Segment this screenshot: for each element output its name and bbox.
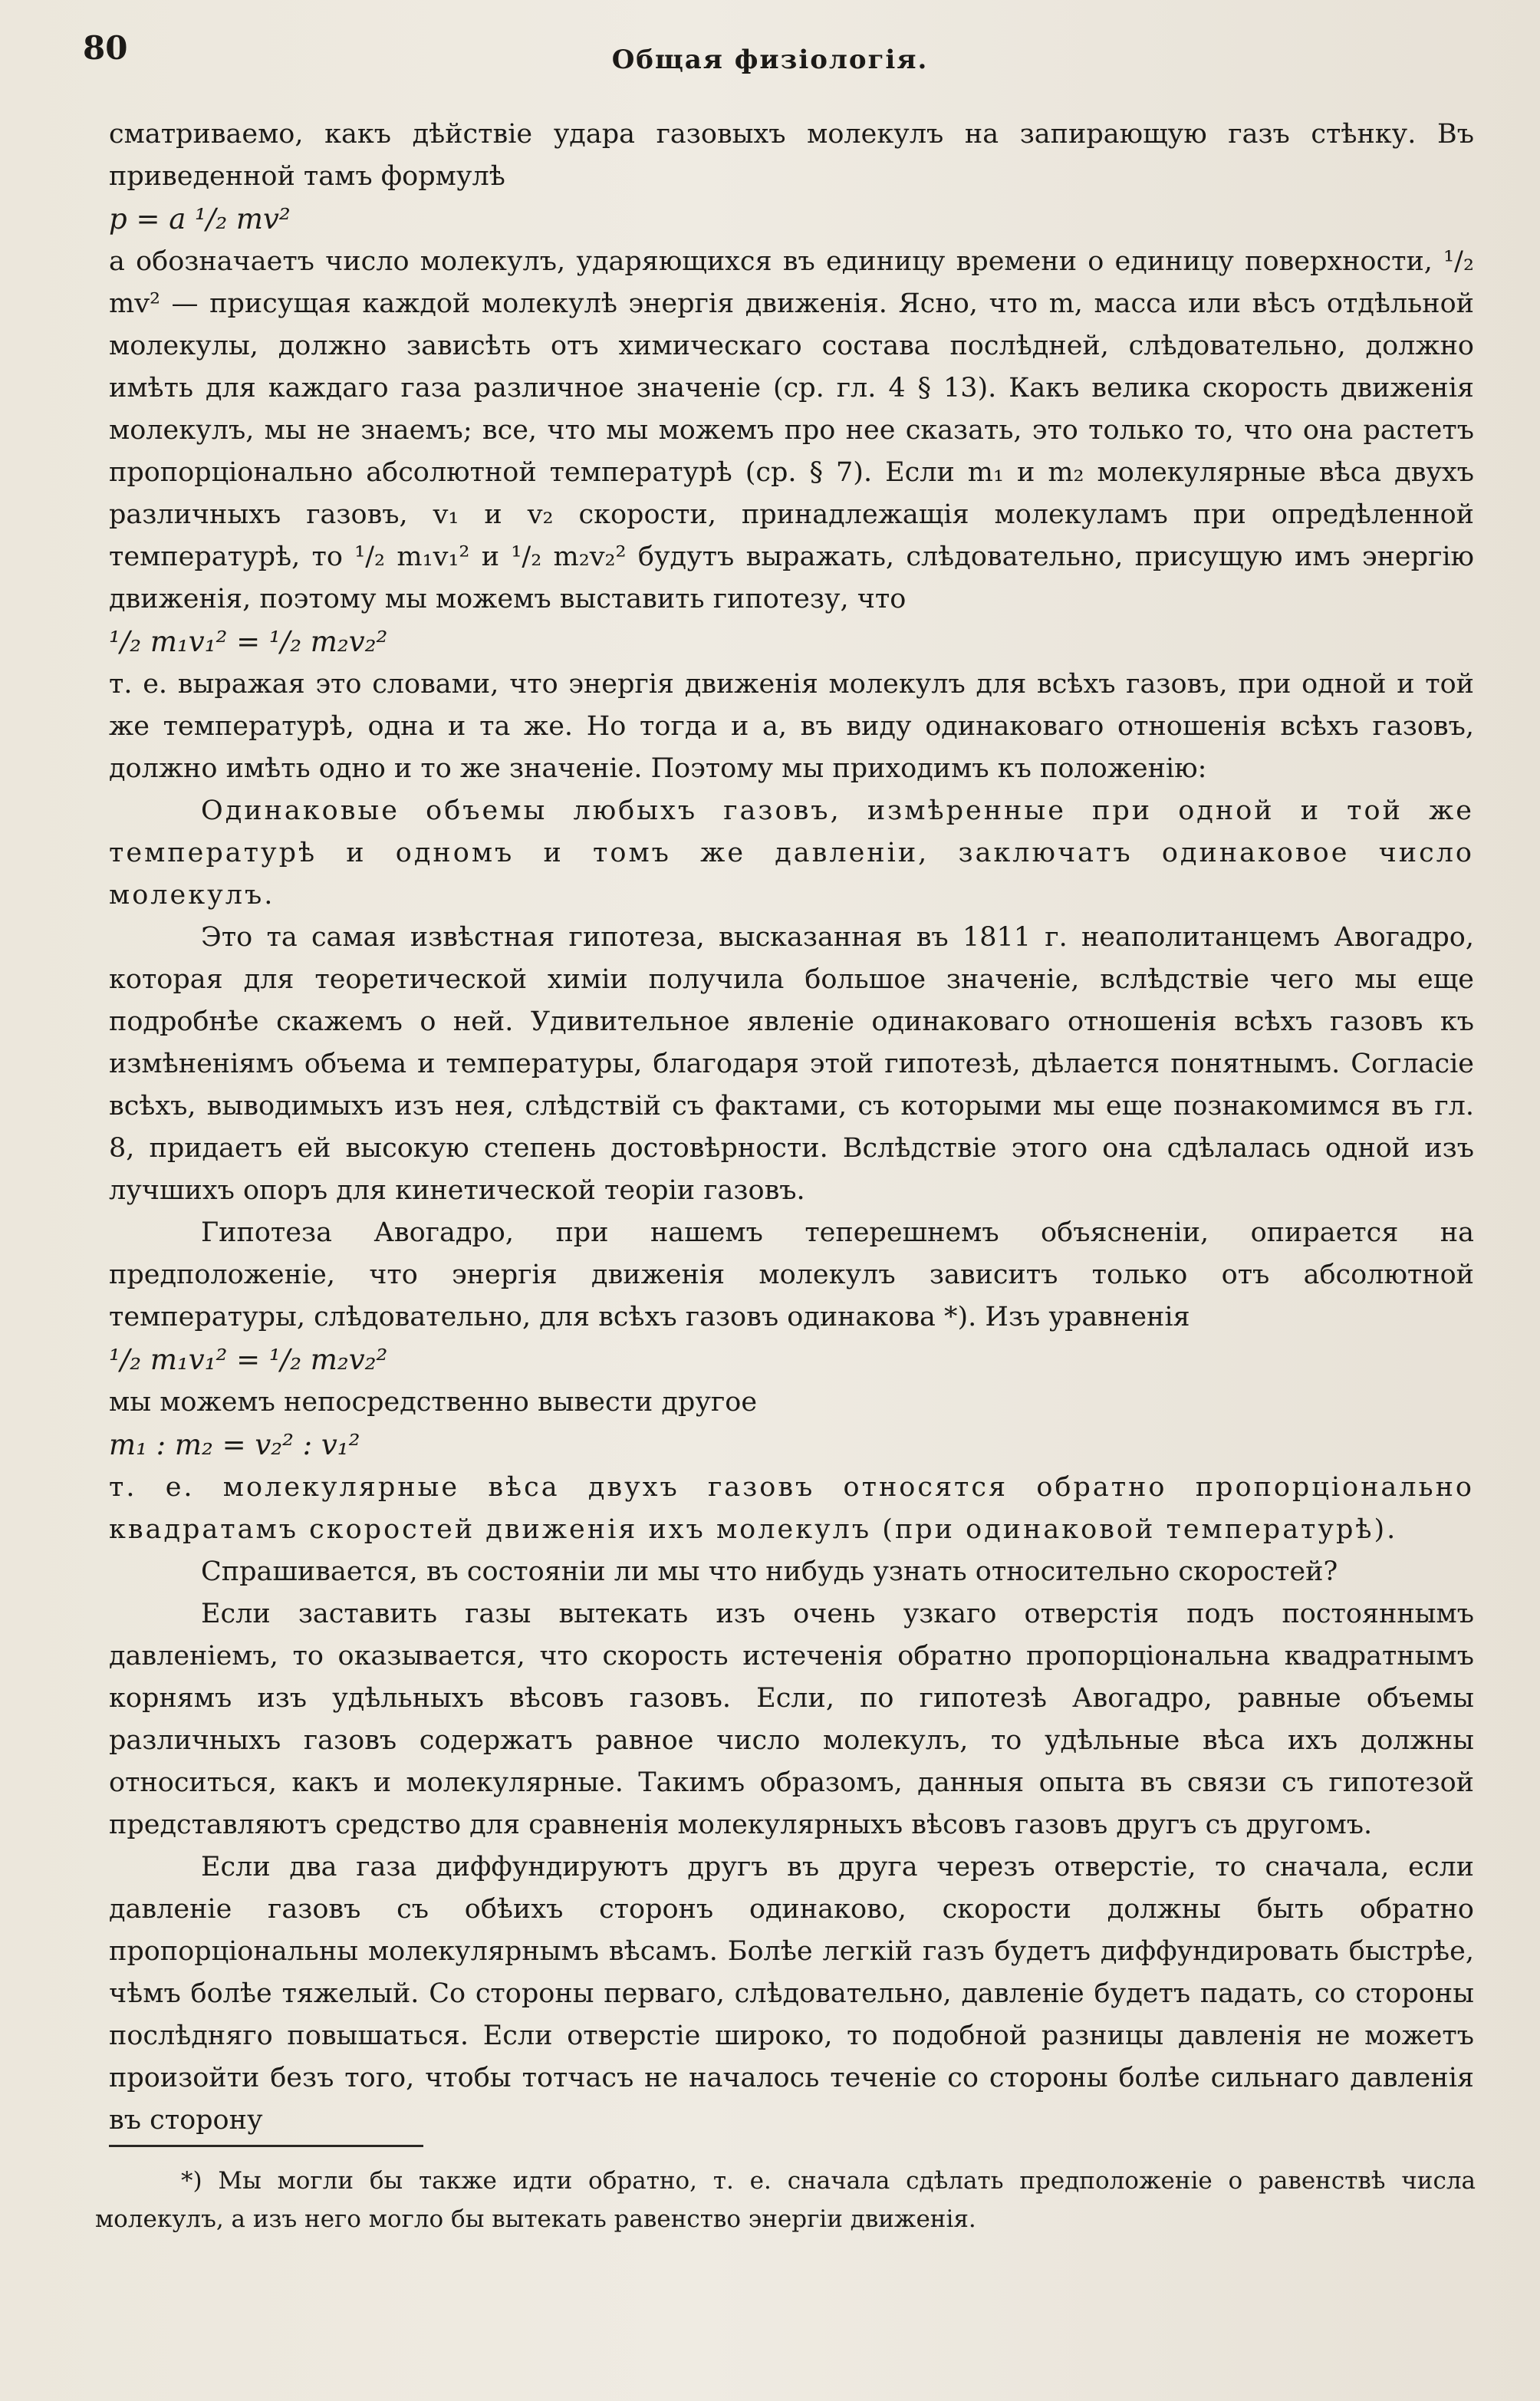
formula: p = a ¹/₂ mv²	[109, 203, 291, 235]
paragraph: мы можемъ непосредственно вывести другое	[109, 1387, 758, 1418]
page-body	[109, 114, 1474, 2142]
paragraph: Если два газа диффундируютъ другъ въ друга черезъ отверстiе, то сначала, если давленiе газовъ съ обѣихъ сторонъ одинаково, скорости должны быть обратно пропорцiональны молекулярнымъ вѣсамъ. Болѣе легкiй газъ будетъ диффундировать быстрѣе, чѣмъ болѣе тяжелый. Со стороны перваго, слѣдовательно, давленiе будетъ падать, со стороны послѣдняго повышаться. Если отверстiе широко, то подобной разницы давленiя не можетъ произойти безъ того, чтобы тотчасъ не началось теченiе со стороны болѣе сильнаго давленiя въ сторону	[109, 1852, 1474, 2136]
paragraph: Если заставить газы вытекать изъ очень узкаго отверстiя подъ постояннымъ давленiемъ, то оказывается, что скорость истеченiя обратно пропорцiональна квадратнымъ корнямъ изъ удѣльныхъ вѣсовъ газовъ. Если, по гипотезѣ Авогадро, равные объемы различныхъ газовъ содержатъ равное число молекулъ, то удѣльные вѣса ихъ должны относиться, какъ и молекулярные. Такимъ образомъ, данныя опыта въ связи съ гипотезой представляютъ средство для сравненiя молекулярныхъ вѣсовъ газовъ другъ съ другомъ.	[109, 1599, 1474, 1840]
paragraph: сматриваемо, какъ дѣйствiе удара газовыхъ молекулъ на запирающую газъ стѣнку. Въ приведенной тамъ формулѣ	[109, 119, 1474, 192]
formula: ¹/₂ m₁v₁² = ¹/₂ m₂v₂²	[109, 625, 388, 658]
paragraph: a обозначаетъ число молекулъ, ударяющихся въ единицу времени о единицу поверхности, ¹/₂ mv² — присущая каждой молекулѣ энергiя движенiя. Ясно, что m, масса или вѣсъ отдѣльной молекулы, должно зависѣть отъ химическаго состава послѣдней, слѣдовательно, должно имѣть для каждаго газа различное значенiе (ср. гл. 4 § 13). Какъ велика скорость движенiя молекулъ, мы не знаемъ; все, что мы можемъ про нее сказать, это только то, что она растетъ пропорцiонально абсолютной температурѣ (ср. § 7). Если m₁ и m₂ молекулярные вѣса двухъ различныхъ газовъ, v₁ и v₂ скорости, принадлежащiя молекуламъ при опредѣленной температурѣ, то ¹/₂ m₁v₁² и ¹/₂ m₂v₂² будутъ выражать, слѣдовательно, присущую имъ энергiю движенiя, поэтому мы можемъ выставить гипотезу, что	[109, 246, 1475, 614]
paragraph: Это та самая извѣстная гипотеза, высказанная въ 1811 г. неаполитанцемъ Авогадро, которая для теоретической химiи получила большое значенiе, вслѣдствiе чего мы еще подробнѣе скажемъ о ней. Удивительное явленiе одинаковаго отношенiя всѣхъ газовъ къ измѣненiямъ объема и температуры, благодаря этой гипотезѣ, дѣлается понятнымъ. Согласiе всѣхъ, выводимыхъ изъ нея, слѣдствiй съ фактами, съ которыми мы еще познакомимся въ гл. 8, придаетъ ей высокую степень достовѣрности. Вслѣдствiе этого она сдѣлалась одной изъ лучшихъ опоръ для кинетической теорiи газовъ.	[109, 922, 1474, 1206]
footnote-divider	[109, 2145, 423, 2147]
page-number: 80	[83, 29, 128, 67]
paragraph-emphasis: т. е. молекулярные вѣса двухъ газовъ относятся обратно пропорцiонально квадратамъ скоростей движенiя ихъ молекулъ (при одинаковой температурѣ).	[109, 1472, 1474, 1545]
formula: m₁ : m₂ = v₂² : v₁²	[109, 1428, 360, 1461]
paragraph: т. е. выражая это словами, что энергiя движенiя молекулъ для всѣхъ газовъ, при одной и той же температурѣ, одна и та же. Но тогда и a, въ виду одинаковаго отношенiя всѣхъ газовъ, должно имѣть одно и то же значенiе. Поэтому мы приходимъ къ положенiю:	[109, 669, 1474, 784]
footnote-text: *) Мы могли бы также идти обратно, т. е. сначала сдѣлать предположенiе о равенствѣ числа молекулъ, а изъ него могло бы вытекать равенство энергiи движенiя.	[95, 2167, 1476, 2233]
paragraph: Спрашивается, въ состоянiи ли мы что нибудь узнать относительно скоростей?	[201, 1556, 1338, 1587]
paragraph-emphasis: Одинаковые объемы любыхъ газовъ, измѣренные при одной и той же температурѣ и одномъ и томъ же давленiи, заключатъ одинаковое число молекулъ.	[109, 795, 1474, 911]
running-head: Общая физiологiя.	[611, 44, 929, 75]
footnote	[95, 2162, 1476, 2238]
formula: ¹/₂ m₁v₁² = ¹/₂ m₂v₂²	[109, 1343, 388, 1376]
paragraph: Гипотеза Авогадро, при нашемъ теперешнемъ объясненiи, опирается на предположенiе, что энергiя движенiя молекулъ зависитъ только отъ абсолютной температуры, слѣдовательно, для всѣхъ газовъ одинакова *). Изъ уравненiя	[109, 1217, 1474, 1332]
